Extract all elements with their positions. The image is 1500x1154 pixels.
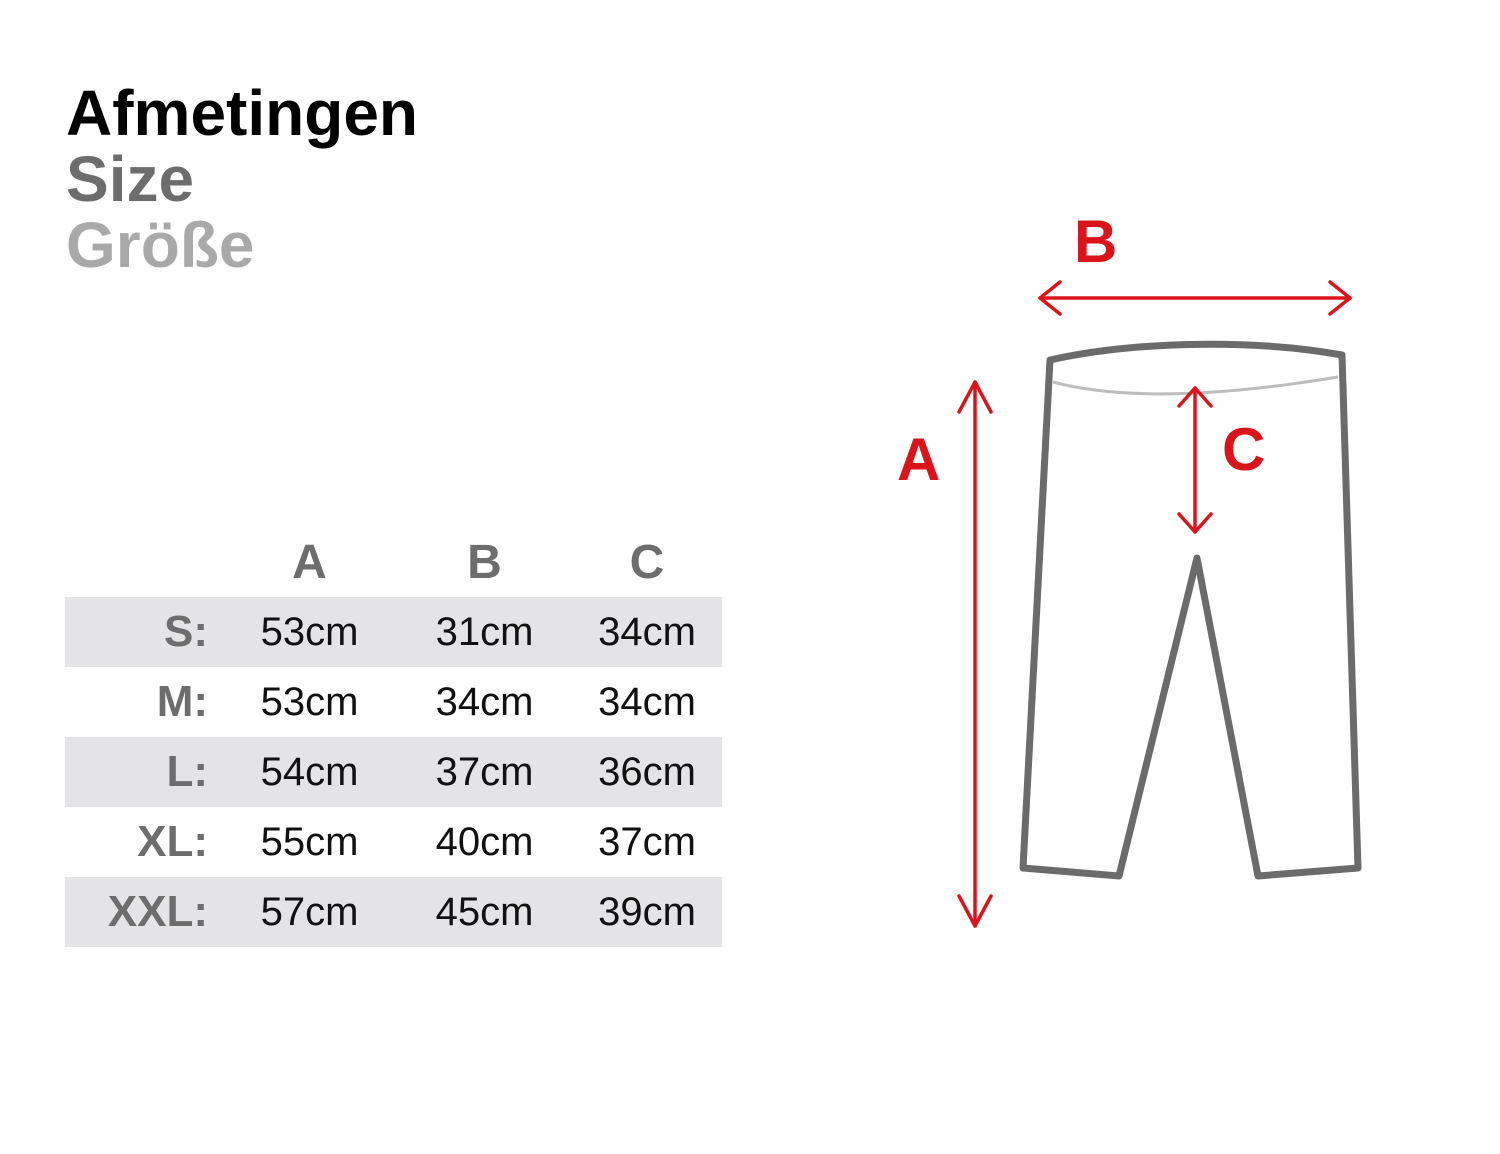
table-row-l xyxy=(65,737,722,807)
label-measure-a: A xyxy=(897,426,941,493)
cell-a: 54cm xyxy=(260,749,359,794)
title-english: Size xyxy=(66,143,195,215)
size-label: M: xyxy=(156,677,208,726)
size-label: L: xyxy=(166,747,208,796)
table-row-s xyxy=(65,597,722,667)
size-label: XL: xyxy=(137,817,208,866)
cell-b: 34cm xyxy=(435,679,534,724)
table-header-row xyxy=(65,528,722,597)
cell-b: 37cm xyxy=(435,749,534,794)
column-header-a: A xyxy=(292,536,327,589)
size-label: S: xyxy=(164,607,208,656)
cell-a: 55cm xyxy=(260,819,359,864)
trousers-outline xyxy=(1023,344,1358,876)
cell-c: 36cm xyxy=(598,749,696,794)
header-empty-cell xyxy=(65,528,222,597)
table-row-xxl xyxy=(65,877,722,947)
cell-b: 45cm xyxy=(435,889,534,934)
trousers-outline-icon xyxy=(880,200,1400,960)
title-block xyxy=(66,77,418,281)
title-german: Größe xyxy=(66,209,255,281)
cell-b: 40cm xyxy=(435,819,534,864)
cell-c: 34cm xyxy=(598,609,696,654)
cell-c: 39cm xyxy=(598,889,696,934)
column-header-b: B xyxy=(467,536,502,589)
measure-c-arrow xyxy=(1179,388,1211,532)
measure-b-arrow xyxy=(1040,282,1350,314)
title-dutch: Afmetingen xyxy=(66,77,418,149)
table-row-m xyxy=(65,667,722,737)
size-label: XXL: xyxy=(107,887,208,936)
cell-a: 57cm xyxy=(260,889,359,934)
cell-b: 31cm xyxy=(435,609,534,654)
size-chart-table xyxy=(65,528,722,947)
cell-a: 53cm xyxy=(260,609,359,654)
measurement-diagram xyxy=(880,200,1400,960)
cell-c: 34cm xyxy=(598,679,696,724)
measure-a-arrow xyxy=(959,382,991,926)
cell-a: 53cm xyxy=(260,679,359,724)
label-measure-c: C xyxy=(1222,416,1266,483)
table-row-xl xyxy=(65,807,722,877)
label-measure-b: B xyxy=(1074,208,1118,275)
cell-c: 37cm xyxy=(598,819,696,864)
column-header-c: C xyxy=(629,536,665,589)
